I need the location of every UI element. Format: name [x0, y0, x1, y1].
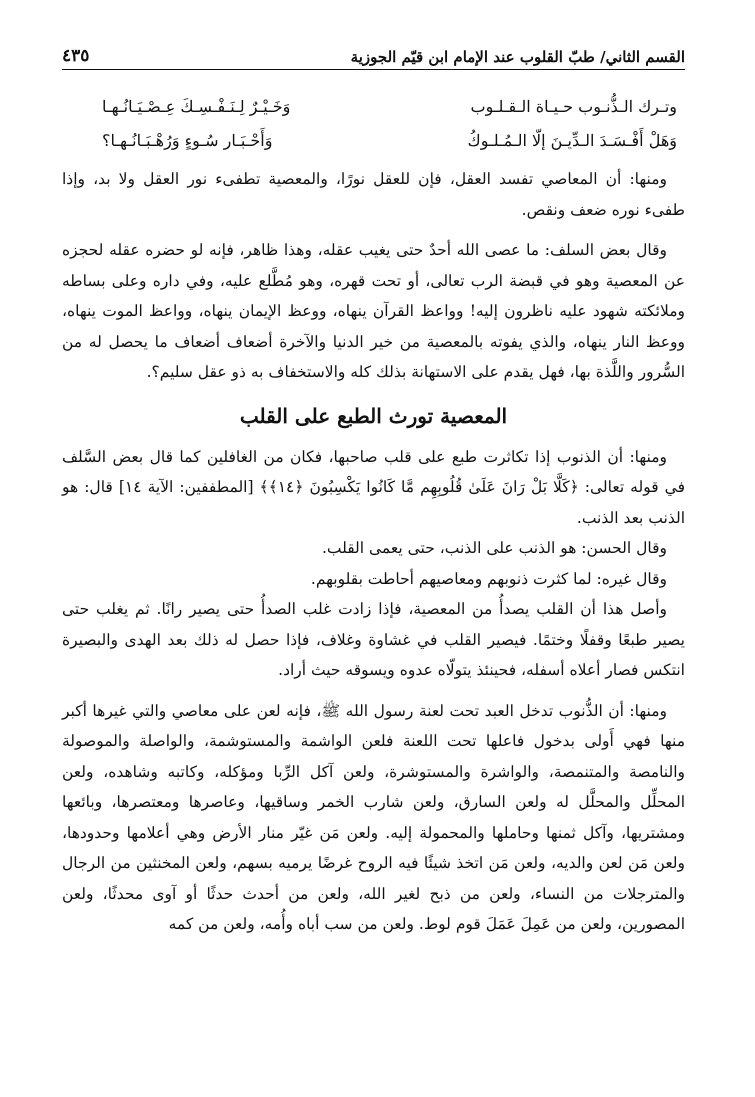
- paragraph: وقال غيره: لما كثرت ذنوبهم ومعاصيهم أحاطت بقلوبهم.: [310, 569, 667, 588]
- paragraph: وقال بعض السلف: ما عصى الله أحدٌ حتى يغيب عقله، وهذا ظاهر، فإنه لو حضره عقله لحجزه عن المعصية وهو في قبضة الرب تعالى، أو تحت قهره، وهو مُطَّلع عليه، وفي داره وعلى بساطه وملائكته شهود عليه ناظرون إليه! وواعظ القرآن ينهاه، ووعظ الإيمان ينهاه، وواعظ الموت ينهاه، ووعظ النار ينهاه، والذي يفوته بالمعصية من خير الدنيا والآخرة أضعاف أضعاف ما يحصل له من السُّرور واللَّذة بها، فهل يقدم على الاستهانة بذلك كله والاستخفاف به ذو عقل سليم؟.: [62, 241, 685, 381]
- paragraph: ومنها: أن الذنوب إذا تكاثرت طبع على قلب صاحبها، فكان من الغافلين كما قال بعض السَّلف في قوله تعالى: ﴿كَلَّا بَلْ رَانَ عَلَىٰ قُلُوبِهِم مَّا كَانُوا يَكْسِبُونَ ﴿١٤﴾﴾ [المطففين: الآية ١٤] قال: هو الذنب بعد الذنب.: [62, 447, 685, 527]
- header-title: القسم الثاني/ طبّ القلوب عند الإمام ابن قيّم الجوزية: [350, 48, 685, 66]
- verse-right-hemistich: وتـرك الـذُّنـوب حـيـاة الـقـلـوب: [470, 97, 677, 116]
- verse-line: [102, 90, 677, 124]
- paragraph: وقال الحسن: هو الذنب على الذنب، حتى يعمى القلب.: [321, 539, 667, 557]
- running-header: [62, 40, 685, 70]
- verse-right-hemistich: وَهَلْ أَفْـسَـدَ الـدِّيـنَ إلّا الـمُـلـوكُ: [467, 131, 677, 150]
- verse-left-hemistich: وَخَـيْـرٌ لِـنَـفْـسِـكَ عِـصْـيَـانُـهـا: [102, 97, 291, 116]
- paragraph: ومنها: أن الذُّنوب تدخل العبد تحت لعنة رسول الله ﷺ، فإنه لعن على معاصي والتي غيرها أكبر منها فهي أَولى بدخول فاعلها تحت اللعنة فلعن الواشمة والمستوشمة، والواصلة والموصولة والنامصة والمتنمصة، والواشرة والمستوشرة، ولعن آكل الرِّبا ومؤكله، وكاتبه وشاهده، ولعن المحلِّل والمحلَّل له ولعن السارق، ولعن شارب الخمر وساقيها، وعاصرها ومعتصرها، وبائعها ومشتريها، وآكل ثمنها وحاملها والمحمولة إليه. ولعن مَن غيّر منار الأرض وهي أعلامها وحدودها، ولعن مَن لعن والديه، ولعن مَن اتخذ شيئًا فيه الروح غرضًا يرميه بسهم، ولعن المخنثين من الرجال والمترجلات من النساء، ولعن من ذبح لغير الله، ولعن من أحدث حدثًا أو آوى محدثًا، ولعن المصورين، ولعن من عَمِلَ عَمَلَ قوم لوط. ولعن من سب أباه وأُمه، ولعن من كمه: [62, 701, 685, 933]
- paragraph: ومنها: أن المعاصي تفسد العقل، فإن للعقل نورًا، والمعصية تطفىء نور العقل ولا بد، وإذا طفىء نوره ضعف ونقص.: [62, 170, 685, 219]
- verse-left-hemistich: وَأَحْـبَـار سُـوءٍ وَرُهْـبَـانُـهـا؟: [102, 131, 273, 150]
- page-number: ٤٣٥: [62, 46, 90, 66]
- verse-line: [102, 124, 677, 158]
- book-page: [62, 40, 685, 1087]
- section-heading: المعصية تورث الطبع على القلب: [239, 403, 508, 428]
- poem-verses: [62, 90, 685, 158]
- paragraph: وأصل هذا أن القلب يصدأُ من المعصية، فإذا زادت غلب الصدأُ حتى يصير رانًا. ثم يغلب حتى يصير طبعًا وقفلًا وختمًا. فيصير القلب في غشاوة وغلاف، فإذا حصل له ذلك بعد الهدى والبصيرة انتكس فصار أعلاه أسفله، فحينئذ يتولّاه عدوه ويسوقه حيث أراد.: [62, 600, 685, 679]
